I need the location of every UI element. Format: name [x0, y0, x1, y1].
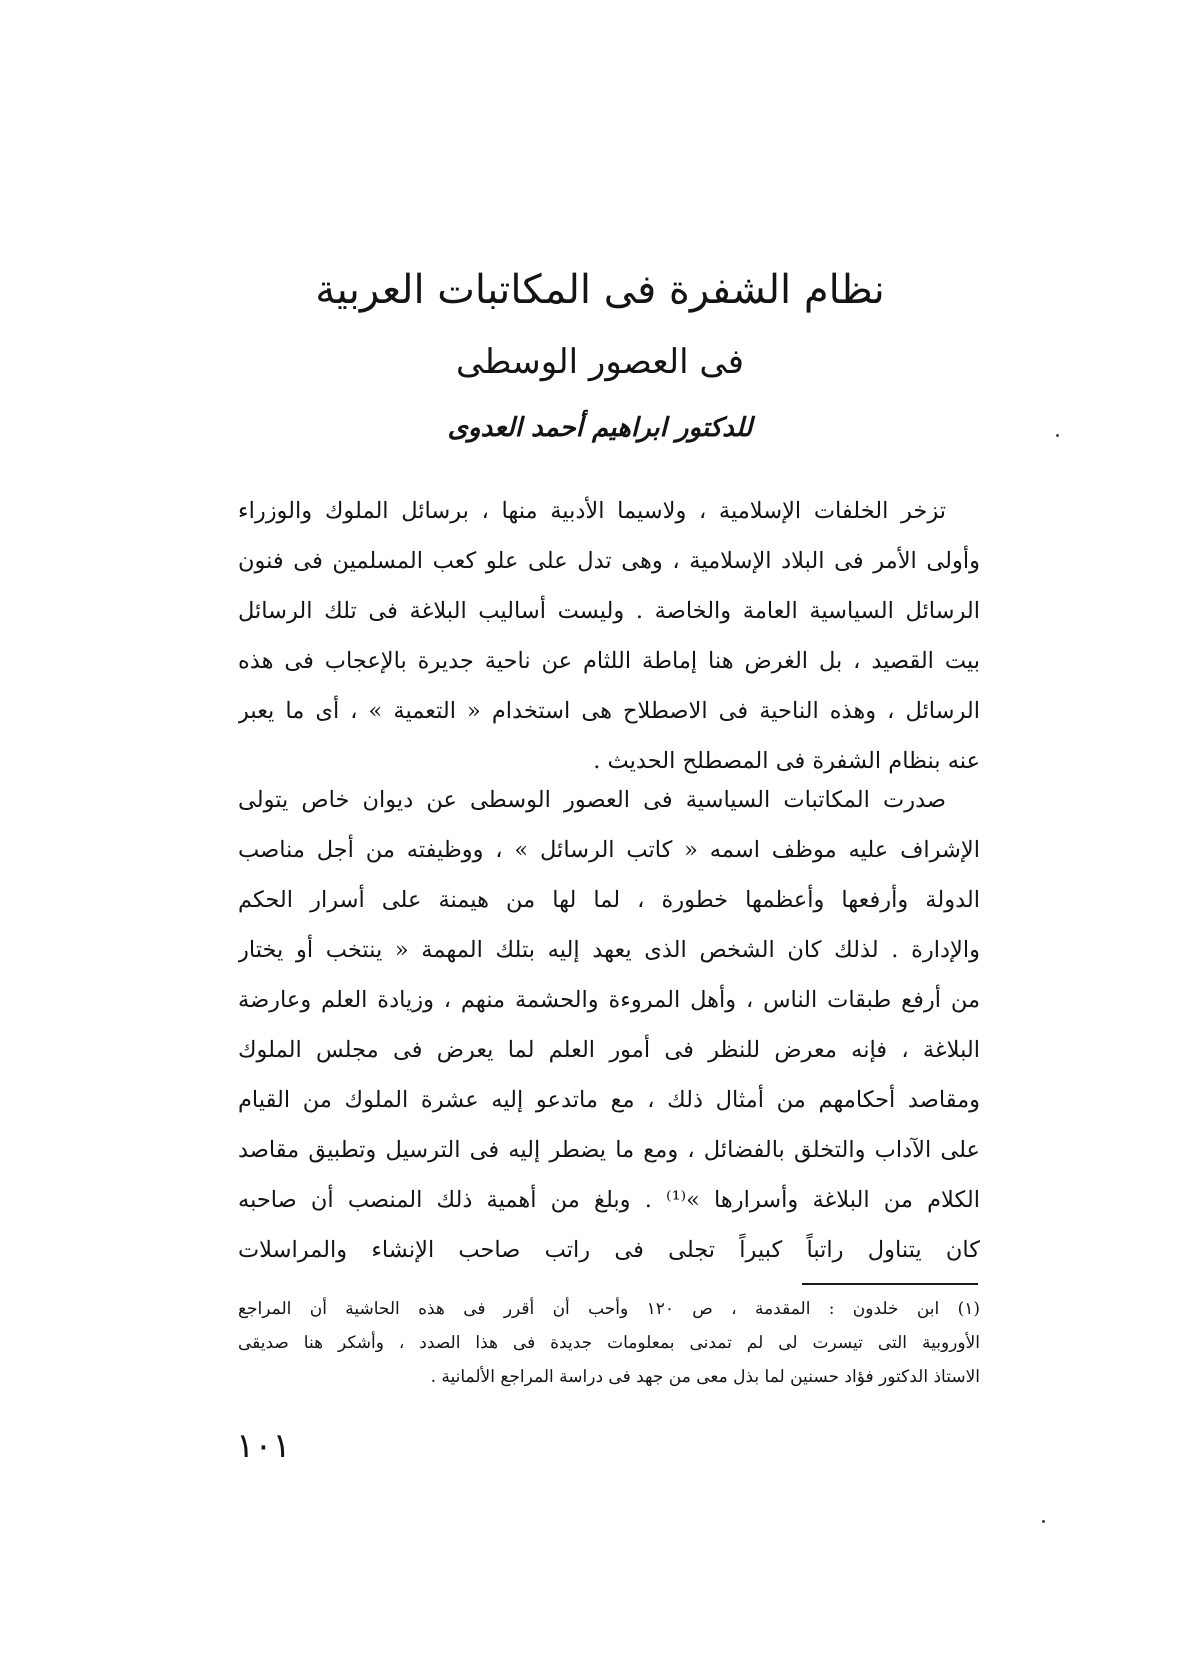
- paragraph-1: [238, 486, 980, 786]
- page-number: ١٠١: [236, 1426, 291, 1466]
- text-line: كان يتناول راتباً كبيراً تجلى فى راتب صاحب الإنشاء والمراسلات: [238, 1237, 980, 1263]
- text-line: عنه بنظام الشفرة فى المصطلح الحديث .: [593, 748, 980, 774]
- text-line: البلاغة ، فإنه معرض للنظر فى أمور العلم لما يعرض فى مجلس الملوك: [238, 1037, 980, 1063]
- article-title: نظام الشفرة فى المكاتبات العربية: [315, 267, 885, 313]
- footnote: [238, 1292, 980, 1394]
- author-byline: للدكتور ابراهيم أحمد العدوى: [447, 413, 753, 443]
- article-subtitle: فى العصور الوسطى: [456, 342, 744, 382]
- text-line: صدرت المكاتبات السياسية فى العصور الوسطى عن ديوان خاص يتولى: [238, 787, 946, 813]
- scan-speck: [1042, 1520, 1045, 1523]
- footnote-line: الاستاذ الدكتور فؤاد حسنين لما بذل معى من جهد فى دراسة المراجع الألمانية .: [430, 1367, 980, 1387]
- text-line: الرسائل ، وهذه الناحية فى الاصطلاح هى استخدام « التعمية » ، أى ما يعبر: [238, 698, 980, 724]
- text-line: على الآداب والتخلق بالفضائل ، ومع ما يضطر إليه فى الترسيل وتطبيق مقاصد: [238, 1137, 980, 1163]
- footnote-line: (١) ابن خلدون : المقدمة ، ص ١٢٠ وأحب أن أقرر فى هذه الحاشية أن المراجع: [238, 1299, 980, 1319]
- scan-speck: [1056, 434, 1059, 437]
- text-line: الدولة وأرفعها وأعظمها خطورة ، لما لها من هيمنة على أسرار الحكم: [238, 887, 980, 913]
- text-line: الكلام من البلاغة وأسرارها »⁽¹⁾ . وبلغ من أهمية ذلك المنصب أن صاحبه: [238, 1187, 980, 1213]
- text-line: وأولى الأمر فى البلاد الإسلامية ، وهى تدل على علو كعب المسلمين فى فنون: [238, 548, 980, 574]
- footnote-line: الأوروبية التى تيسرت لى لم تمدنى بمعلومات جديدة فى هذا الصدد ، وأشكر هنا صديقى: [238, 1333, 980, 1353]
- text-line: والإدارة . لذلك كان الشخص الذى يعهد إليه بتلك المهمة « ينتخب أو يختار: [238, 937, 980, 963]
- text-line: الرسائل السياسية العامة والخاصة . وليست أساليب البلاغة فى تلك الرسائل: [238, 598, 980, 624]
- paragraph-2: [238, 775, 980, 1275]
- text-line: من أرفع طبقات الناس ، وأهل المروءة والحشمة منهم ، وزيادة العلم وعارضة: [238, 987, 980, 1013]
- text-line: ومقاصد أحكامهم من أمثال ذلك ، مع ماتدعو إليه عشرة الملوك من القيام: [238, 1087, 980, 1113]
- text-line: بيت القصيد ، بل الغرض هنا إماطة اللثام عن ناحية جديرة بالإعجاب فى هذه: [238, 648, 980, 674]
- text-line: الإشراف عليه موظف اسمه « كاتب الرسائل » ، ووظيفته من أجل مناصب: [238, 837, 980, 863]
- footnote-divider: [802, 1283, 978, 1285]
- text-line: تزخر الخلفات الإسلامية ، ولاسيما الأدبية منها ، برسائل الملوك والوزراء: [238, 498, 946, 524]
